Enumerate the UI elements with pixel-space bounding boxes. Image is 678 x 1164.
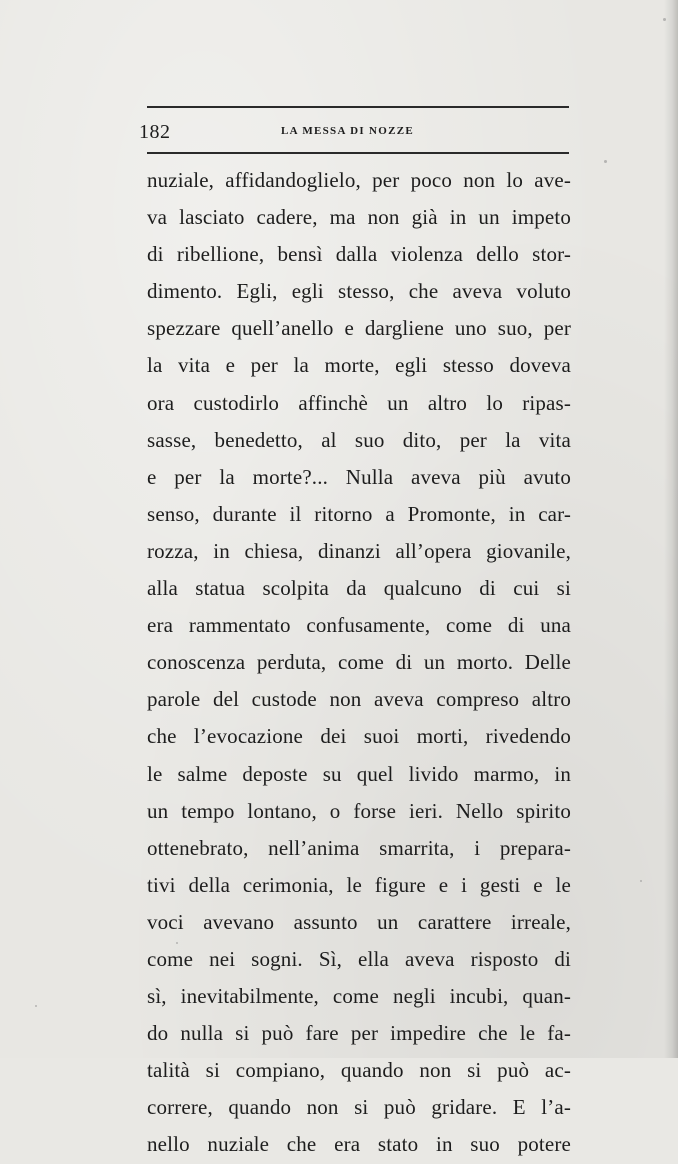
text-line: come nei sogni. Sì, ella aveva risposto di <box>147 946 571 971</box>
text-line: le salme deposte su quel livido marmo, in <box>147 761 571 786</box>
text-line: tivi della cerimonia, le figure e i gesti e le <box>147 872 571 897</box>
text-line: talità si compiano, quando non si può ac- <box>147 1058 571 1083</box>
text-line: nello nuziale che era stato in suo potere <box>147 1132 571 1157</box>
text-line: alla statua scolpita da qualcuno di cui si <box>147 576 571 601</box>
paper-speck <box>663 18 666 21</box>
text-line: ora custodirlo affinchè un altro lo ripas- <box>147 390 571 415</box>
text-line: rozza, in chiesa, dinanzi all’opera giovanile, <box>147 538 571 563</box>
page-edge-shadow <box>664 0 678 1058</box>
text-line: correre, quando non si può gridare. E l’a- <box>147 1095 571 1120</box>
text-line: ottenebrato, nell’anima smarrita, i prepara- <box>147 835 571 860</box>
paper-speck <box>176 942 178 944</box>
paper-speck <box>640 880 642 882</box>
header-rule-top <box>147 106 569 108</box>
text-line: sasse, benedetto, al suo dito, per la vita <box>147 427 571 452</box>
text-line: di ribellione, bensì dalla violenza dello stor- <box>147 242 571 267</box>
body-text <box>147 162 571 1164</box>
text-line: sì, inevitabilmente, come negli incubi, quan- <box>147 984 571 1009</box>
page-number: 182 <box>139 121 171 143</box>
text-line: nuziale, affidandoglielo, per poco non lo ave- <box>147 168 571 192</box>
text-line: conoscenza perduta, come di un morto. Delle <box>147 650 571 675</box>
text-line: e per la morte?... Nulla aveva più avuto <box>147 464 571 489</box>
text-line: un tempo lontano, o forse ieri. Nello spirito <box>147 798 571 823</box>
text-line: va lasciato cadere, ma non già in un impeto <box>147 205 571 230</box>
paper-speck <box>604 160 607 163</box>
text-line: che l’evocazione dei suoi morti, rivedendo <box>147 724 571 749</box>
header-rule-bottom <box>147 152 569 154</box>
text-line: spezzare quell’anello e dargliene uno suo, per <box>147 316 571 341</box>
text-line: voci avevano assunto un carattere irreale, <box>147 909 571 934</box>
text-line: dimento. Egli, egli stesso, che aveva voluto <box>147 279 571 304</box>
text-line: era rammentato confusamente, come di una <box>147 613 571 638</box>
text-line: la vita e per la morte, egli stesso doveva <box>147 353 571 378</box>
text-line: do nulla si può fare per impedire che le fa- <box>147 1021 571 1046</box>
running-title: LA MESSA DI NOZZE <box>281 125 415 137</box>
text-line: senso, durante il ritorno a Promonte, in car- <box>147 501 571 526</box>
text-line: parole del custode non aveva compreso altro <box>147 687 571 712</box>
paper-speck <box>35 1005 37 1007</box>
